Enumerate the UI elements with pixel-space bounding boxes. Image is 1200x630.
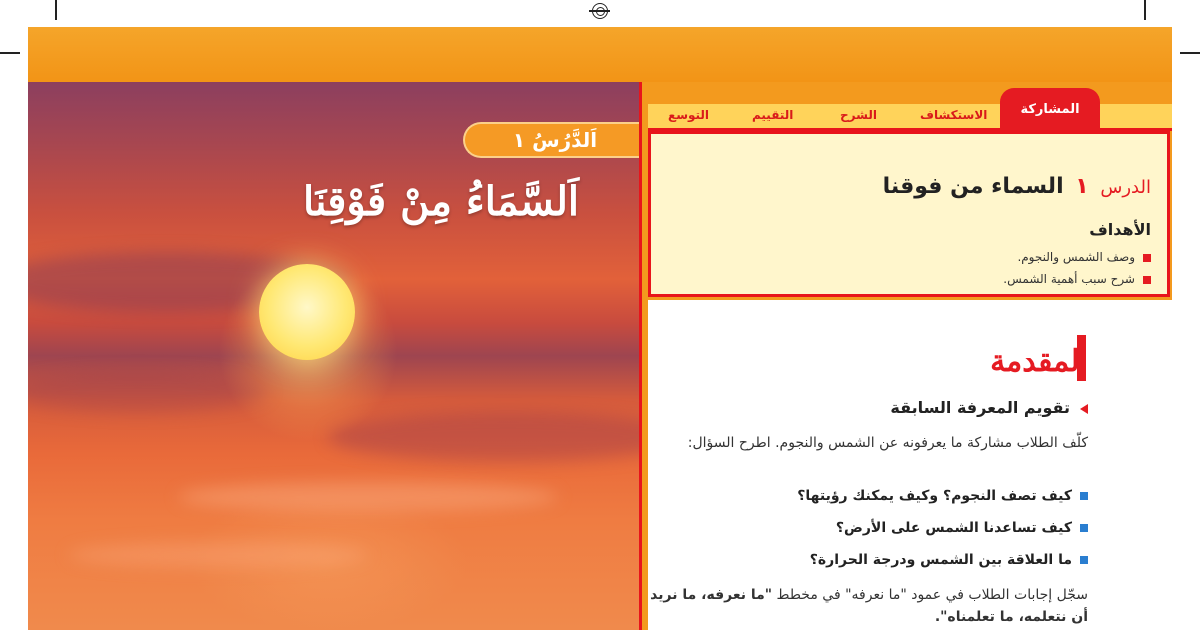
top-band bbox=[28, 27, 1172, 82]
blue-square-bullet-icon bbox=[1080, 492, 1088, 500]
blue-square-bullet-icon bbox=[1080, 556, 1088, 564]
lesson-title: السماء من فوقنا bbox=[882, 174, 1064, 199]
crop-mark bbox=[55, 0, 57, 20]
crop-mark bbox=[1180, 52, 1200, 54]
goals-title: الأهداف bbox=[1089, 220, 1151, 239]
crop-mark bbox=[0, 52, 20, 54]
lesson-label: الدرس bbox=[1100, 177, 1151, 198]
lesson-tab-label: اَلدَّرُسُ ١ bbox=[463, 122, 642, 158]
goal-text: وصف الشمس والنجوم. bbox=[1017, 250, 1135, 264]
cloud bbox=[328, 412, 642, 462]
lesson-title-overlay: اَلسَّمَاءُ مِنْ فَوْقِنَا bbox=[303, 178, 579, 225]
question-item bbox=[797, 488, 1088, 504]
question-text: كيف تصف النجوم؟ وكيف يمكنك رؤيتها؟ bbox=[797, 488, 1072, 504]
tab-evaluate[interactable]: التقييم bbox=[752, 108, 794, 122]
sun bbox=[259, 264, 355, 360]
crop-mark bbox=[1144, 0, 1146, 20]
red-square-bullet-icon bbox=[1143, 276, 1151, 284]
sunset-photo bbox=[28, 82, 642, 630]
goal-text: شرح سبب أهمية الشمس. bbox=[1003, 272, 1135, 286]
intro-heading: المقدمة bbox=[990, 344, 1088, 379]
tab-explain[interactable]: الشرح bbox=[840, 108, 877, 122]
tab-explore[interactable]: الاستكشاف bbox=[920, 108, 988, 122]
closing-paragraph bbox=[648, 584, 1088, 628]
registration-mark-icon bbox=[592, 3, 608, 19]
question-item bbox=[810, 552, 1088, 568]
question-item bbox=[836, 520, 1088, 536]
red-square-bullet-icon bbox=[1143, 254, 1151, 262]
blue-square-bullet-icon bbox=[1080, 524, 1088, 532]
goal-item bbox=[1003, 272, 1151, 286]
tab-engage[interactable]: المشاركة bbox=[1000, 88, 1100, 130]
goal-item bbox=[1017, 250, 1151, 264]
lesson-number: ١ bbox=[1075, 174, 1089, 199]
closing-bold-text: "ما نعرفه، ما نريد أن نتعلمه، ما تعلمناه". bbox=[650, 587, 1088, 625]
intro-paragraph: كلّف الطلاب مشاركة ما يعرفونه عن الشمس والنجوم. اطرح السؤال: bbox=[687, 435, 1088, 451]
red-triangle-bullet-icon bbox=[1080, 404, 1088, 414]
lesson-heading bbox=[883, 174, 1151, 199]
tab-extend[interactable]: التوسع bbox=[668, 108, 710, 122]
question-text: ما العلاقة بين الشمس ودرجة الحرارة؟ bbox=[809, 552, 1072, 568]
objectives-box bbox=[648, 131, 1170, 297]
intro-panel bbox=[648, 300, 1172, 630]
prior-knowledge-heading bbox=[890, 398, 1088, 417]
closing-text: سجّل إجابات الطلاب في عمود "ما نعرفه" في مخطط bbox=[776, 587, 1088, 603]
question-text: كيف تساعدنا الشمس على الأرض؟ bbox=[835, 520, 1072, 536]
cloud bbox=[178, 482, 558, 512]
subheading-text: تقويم المعرفة السابقة bbox=[890, 398, 1070, 417]
cloud bbox=[68, 542, 368, 568]
